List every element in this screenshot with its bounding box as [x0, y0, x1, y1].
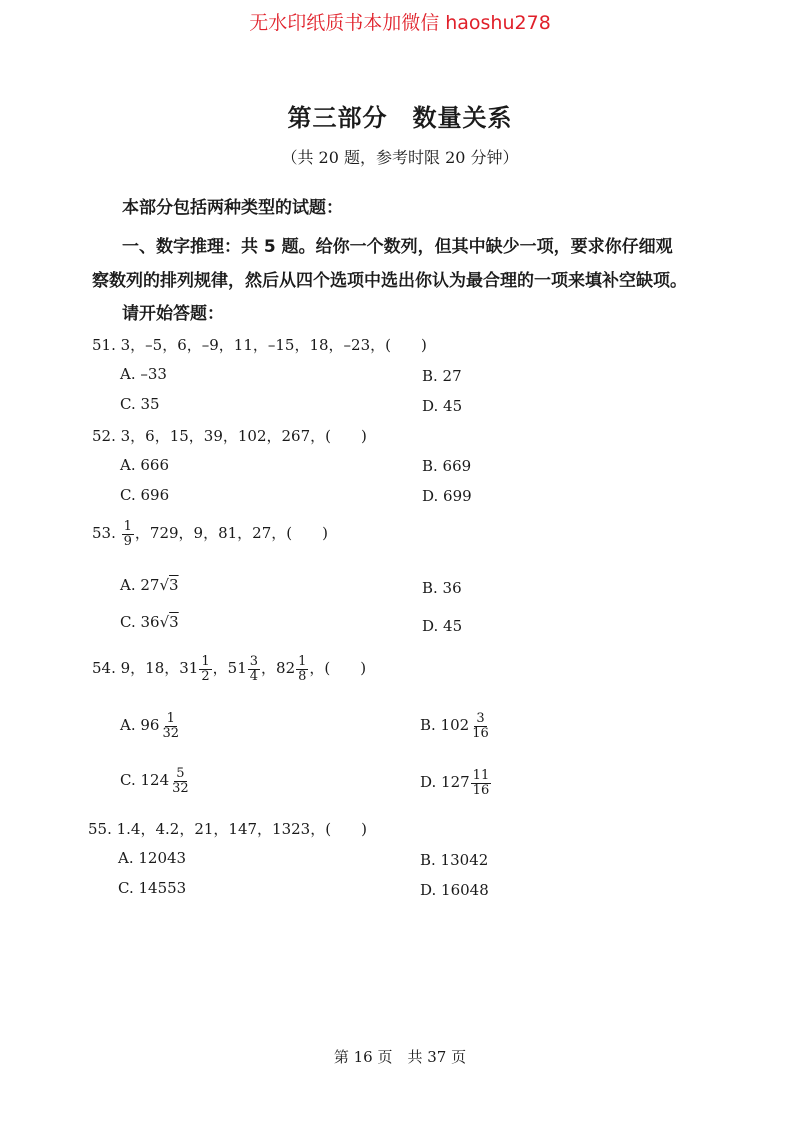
- question-55-option-b: B. 13042: [420, 851, 489, 869]
- question-54-tail: ，( ): [309, 659, 367, 678]
- watermark-text: 无水印纸质书本加微信 haoshu278: [249, 12, 551, 34]
- page-footer: 第 16 页 共 37 页: [333, 1048, 467, 1066]
- fraction-denominator: 2: [201, 668, 210, 684]
- term-3-whole: 82: [276, 659, 296, 678]
- question-53-option-d: D. 45: [422, 617, 463, 635]
- term-2-fraction: [248, 655, 260, 683]
- question-53-stem: [92, 520, 328, 548]
- fraction-denominator: 32: [172, 780, 189, 796]
- fraction-numerator: 5: [176, 766, 185, 781]
- question-53-sequence: ，729，9，81，27，( ): [134, 524, 328, 543]
- fraction-numerator: 1: [298, 654, 307, 669]
- question-53-option-a: A. 27√3: [120, 576, 179, 594]
- question-54-option-d: [420, 769, 492, 797]
- question-55-option-a: A. 12043: [118, 849, 187, 867]
- fraction-numerator: 3: [249, 654, 259, 669]
- option-c-prefix: C. 36: [120, 613, 160, 631]
- intro-line-4: 请开始答题：: [122, 304, 224, 324]
- question-55-option-c: C. 14553: [118, 879, 187, 897]
- fraction-numerator: 1: [166, 711, 175, 726]
- fraction-denominator: 4: [249, 668, 259, 684]
- option-a-prefix: A. 27: [120, 576, 160, 594]
- term-3-fraction: [296, 655, 308, 683]
- option-a-radicand: 3: [169, 576, 179, 594]
- option-c-radicand: 3: [169, 613, 179, 631]
- question-54-stem: [92, 655, 366, 683]
- question-52-option-d: D. 699: [422, 487, 472, 505]
- separator: ，: [212, 659, 228, 678]
- question-52-stem: 52. 3，6，15，39，102，267，( ): [92, 427, 367, 445]
- fraction-numerator: 3: [476, 711, 485, 726]
- question-54-option-a: [120, 712, 182, 740]
- fraction-denominator: 32: [162, 725, 180, 741]
- intro-line-3: 察数列的排列规律，然后从四个选项中选出你认为最合理的一项来填补空缺项。: [92, 271, 687, 291]
- option-d-prefix: D. 127: [420, 773, 470, 792]
- question-54-label: 54. 9，18，: [92, 659, 180, 678]
- fraction-numerator: 1: [123, 519, 132, 534]
- term-1-fraction: [199, 655, 211, 683]
- question-53-number: 53.: [92, 524, 116, 543]
- question-55-stem: 55. 1.4，4.2，21，147，1323，( ): [88, 820, 367, 838]
- question-51-stem: 51. 3，–5，6，–9，11，–15，18，–23，( ): [92, 336, 427, 354]
- fraction-denominator: 8: [298, 668, 307, 684]
- question-54-option-b: [420, 712, 492, 740]
- question-51-option-b: B. 27: [422, 367, 462, 385]
- separator: ，: [261, 659, 277, 678]
- option-c-prefix: C. 124: [120, 771, 170, 790]
- intro-line-2: 一、数字推理：共 5 题。给你一个数列，但其中缺少一项，要求你仔细观: [122, 237, 673, 257]
- term-1-whole: 31: [179, 659, 199, 678]
- question-52-option-a: A. 666: [120, 456, 169, 474]
- question-52-option-b: B. 669: [422, 457, 472, 475]
- option-a-prefix: A. 96: [120, 716, 160, 735]
- section-title: 第三部分 数量关系: [287, 104, 513, 132]
- intro-line-1: 本部分包括两种类型的试题：: [122, 198, 343, 218]
- section-subtitle: （共 20 题，参考时限 20 分钟）: [281, 148, 519, 167]
- option-b-prefix: B. 102: [420, 716, 470, 735]
- fraction-denominator: 9: [123, 533, 132, 549]
- question-53-option-b: B. 36: [422, 579, 462, 597]
- option-d-fraction: [471, 769, 492, 797]
- question-51-option-a: A. –33: [120, 365, 167, 383]
- fraction-denominator: 16: [472, 782, 490, 798]
- question-54-option-c: [120, 767, 192, 795]
- option-a-fraction: [160, 712, 181, 740]
- fraction-numerator: 11: [472, 768, 490, 783]
- question-53-first-fraction: [122, 520, 134, 548]
- option-b-fraction: [470, 712, 491, 740]
- question-51-option-c: C. 35: [120, 395, 160, 413]
- fraction-denominator: 16: [472, 725, 489, 741]
- question-52-option-c: C. 696: [120, 486, 170, 504]
- question-53-option-c: C. 36√3: [120, 613, 179, 631]
- option-c-fraction: [170, 767, 191, 795]
- question-51-option-d: D. 45: [422, 397, 463, 415]
- fraction-numerator: 1: [201, 654, 210, 669]
- term-2-whole: 51: [227, 659, 247, 678]
- question-55-option-d: D. 16048: [420, 881, 489, 899]
